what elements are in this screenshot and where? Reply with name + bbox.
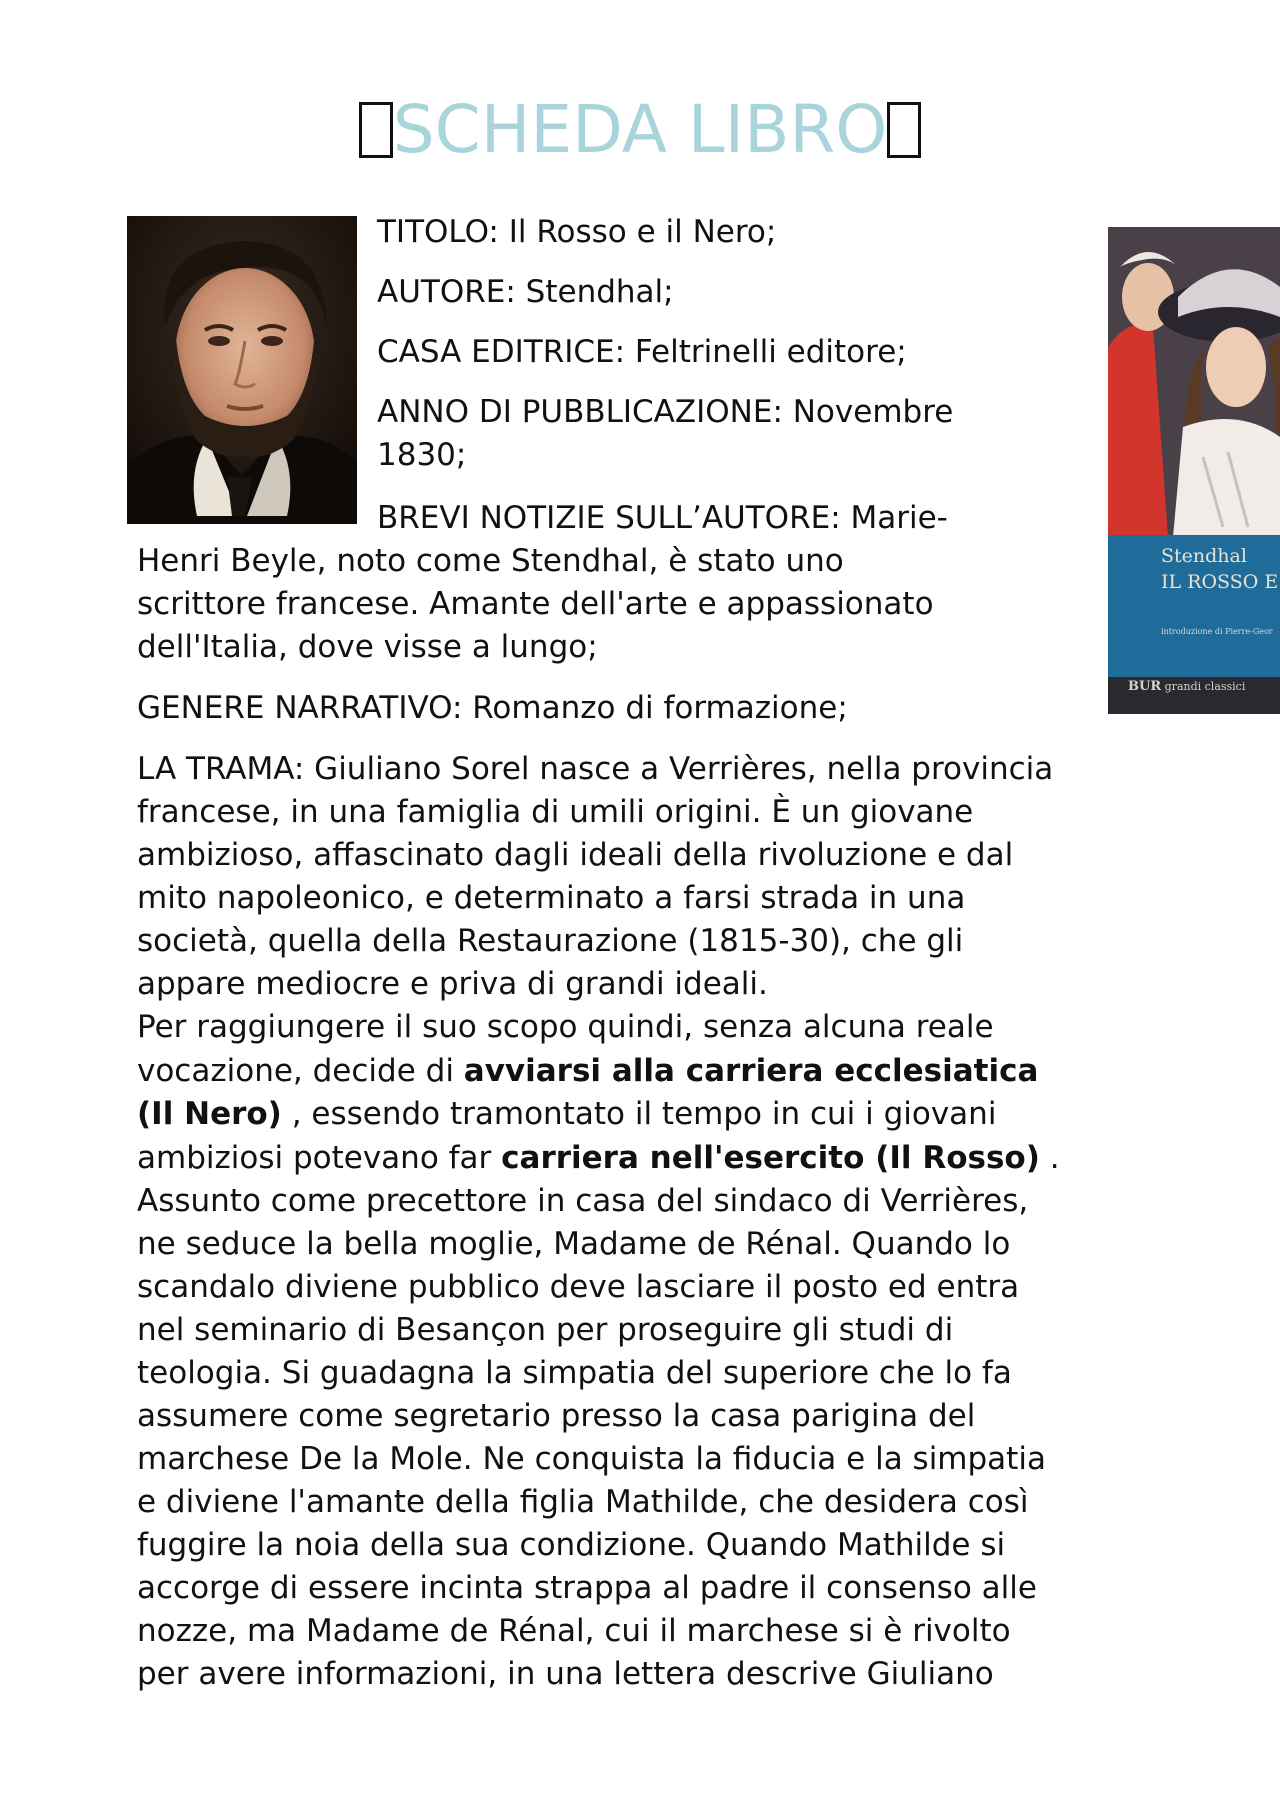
trama-line: società, quella della Restaurazione (1815-30), che gli bbox=[137, 923, 964, 959]
field-titolo: TITOLO: Il Rosso e il Nero; bbox=[377, 214, 777, 250]
field-genere: GENERE NARRATIVO: Romanzo di formazione; bbox=[137, 690, 848, 726]
trama-text: vocazione, decide di bbox=[137, 1053, 464, 1089]
trama-line: teologia. Si guadagna la simpatia del superiore che lo fa bbox=[137, 1355, 1012, 1391]
trama-line: ne seduce la bella moglie, Madame de Rénal. Quando lo bbox=[137, 1226, 1011, 1262]
trama-line: assumere come segretario presso la casa parigina del bbox=[137, 1398, 976, 1434]
field-casa-editrice: CASA EDITRICE: Feltrinelli editore; bbox=[377, 334, 907, 370]
trama-line: nozze, ma Madame de Rénal, cui il marchese si è rivolto bbox=[137, 1613, 1011, 1649]
trama-text: . bbox=[1039, 1140, 1060, 1176]
field-anno-line1: ANNO DI PUBBLICAZIONE: Novembre bbox=[377, 394, 954, 430]
trama-line: appare mediocre e priva di grandi ideali. bbox=[137, 966, 768, 1002]
trama-line bbox=[137, 1050, 1038, 1093]
trama-bold-text: (Il Nero) bbox=[137, 1096, 282, 1132]
field-anno-line2: 1830; bbox=[377, 437, 467, 473]
trama-text: ambiziosi potevano far bbox=[137, 1140, 502, 1176]
notizie-line: dell'Italia, dove visse a lungo; bbox=[137, 629, 598, 665]
trama-line: marchese De la Mole. Ne conquista la fiducia e la simpatia bbox=[137, 1441, 1046, 1477]
missing-glyph-icon bbox=[359, 102, 393, 158]
book-cover-image bbox=[1108, 227, 1280, 714]
trama-line bbox=[137, 1093, 996, 1136]
trama-line: per avere informazioni, in una lettera descrive Giuliano bbox=[137, 1656, 994, 1692]
trama-line: ambizioso, affascinato dagli ideali della rivoluzione e dal bbox=[137, 837, 1014, 873]
trama-line: fuggire la noia della sua condizione. Quando Mathilde si bbox=[137, 1527, 1006, 1563]
field-autore: AUTORE: Stendhal; bbox=[377, 274, 674, 310]
cover-series-name: grandi classici bbox=[1164, 680, 1246, 693]
cover-series bbox=[1128, 679, 1245, 694]
trama-line: e diviene l'amante della figlia Mathilde, che desidera così bbox=[137, 1484, 1029, 1520]
missing-glyph-icon bbox=[887, 102, 921, 158]
trama-line: scandalo diviene pubblico deve lasciare il posto ed entra bbox=[137, 1269, 1020, 1305]
notizie-line: scrittore francese. Amante dell'arte e appassionato bbox=[137, 586, 934, 622]
cover-author: Stendhal bbox=[1161, 545, 1247, 567]
trama-line: Per raggiungere il suo scopo quindi, senza alcuna reale bbox=[137, 1009, 994, 1045]
trama-bold-text: carriera nell'esercito (Il Rosso) bbox=[501, 1140, 1040, 1176]
trama-line: Assunto come precettore in casa del sindaco di Verrières, bbox=[137, 1183, 1029, 1219]
page-title bbox=[0, 90, 1280, 170]
trama-line: accorge di essere incinta strappa al padre il consenso alle bbox=[137, 1570, 1037, 1606]
author-portrait-image bbox=[127, 216, 357, 524]
trama-bold-text: avviarsi alla carriera ecclesiatica bbox=[463, 1053, 1039, 1089]
cover-introduction: introduzione di Pierre-Geor bbox=[1161, 627, 1273, 636]
trama-line: nel seminario di Besançon per proseguire gli studi di bbox=[137, 1312, 954, 1348]
trama-line: LA TRAMA: Giuliano Sorel nasce a Verrières, nella provincia bbox=[137, 751, 1054, 787]
trama-line: mito napoleonico, e determinato a farsi strada in una bbox=[137, 880, 966, 916]
cover-series-logo: BUR bbox=[1128, 679, 1162, 694]
notizie-line: Henri Beyle, noto come Stendhal, è stato uno bbox=[137, 543, 844, 579]
trama-line: francese, in una famiglia di umili origini. È un giovane bbox=[137, 794, 974, 830]
notizie-line: BREVI NOTIZIE SULL’AUTORE: Marie- bbox=[377, 500, 948, 536]
trama-text: , essendo tramontato il tempo in cui i giovani bbox=[281, 1096, 997, 1132]
trama-line bbox=[137, 1137, 1060, 1180]
cover-book-title: IL ROSSO E bbox=[1161, 571, 1279, 593]
page-title-text: SCHEDA LIBRO bbox=[392, 91, 888, 168]
